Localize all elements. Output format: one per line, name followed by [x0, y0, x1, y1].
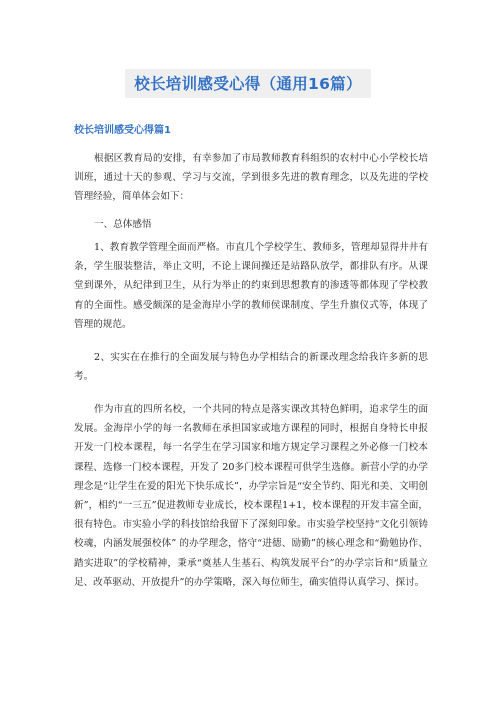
- paragraph-schools: 作为市直的四所名校，一个共同的特点是落实课改其特色鲜明，追求学生的面发展。金海岸小学的每一名教师在承担国家或地方课程的同时，根据自身特长申报开发一门校本课程，每一名学生在学习国家和地方规定学习课程之外必修一门校本课程、选修一门校本课程，开发了 20多门校本课程可供学生选修。新营小学的办学理念是“让学生在爱的阳光下快乐成长”，办学宗旨是“安全节约、阳光和美、文明创新”，相约“一三五”促进教师专业成长，校本课程1+1，校本课程的开发丰富全面，很有特色。市实验小学的科技馆给我留下了深刻印象。市实验学校坚持“文化引领铸校魂，内涵发展强校体” 的办学理念，恪守“进德、励勤”的核心理念和“勤勉协作、踏实进取”的学校精神，秉承“奠基人生基石、构筑发展平台”的办学宗旨和“质量立足、改革驱动、开放提升”的办学策略，深入每位师生，确实值得认真学习、探讨。: [74, 404, 428, 588]
- paragraph-point-1: 1、教育教学管理全面而严格。市直几个学校学生、教师多，管理却显得井井有条，学生服装整洁，举止文明，不论上课间操还是站路队放学，都排队有序。从课堂到课外，从纪律到卫生，从行为举止的约束到思想教育的渗透等都体现了学校教育的全面性。感受颇深的是金海岸小学的教师侯课制度、学生升旗仪式等，体现了管理的规范。: [74, 242, 428, 330]
- paragraph-point-2: 2、实实在在推行的全面发展与特色办学相结合的新课改理念给我许多新的思考。: [74, 352, 428, 383]
- section-heading: 校长培训感受心得篇1: [74, 125, 171, 136]
- paragraph-heading-overview: 一、总体感悟: [94, 219, 152, 230]
- document-title: 校长培训感受心得（通用16篇）: [125, 69, 371, 98]
- paragraph-intro: 根据区教育局的安排，有幸参加了市局教师教育科组织的农村中心小学校长培训班，通过十天的参观、学习与交流，学到很多先进的教育理念，以及先进的学校管理经验，简单体会如下：: [74, 153, 428, 203]
- title-container: [0, 69, 496, 98]
